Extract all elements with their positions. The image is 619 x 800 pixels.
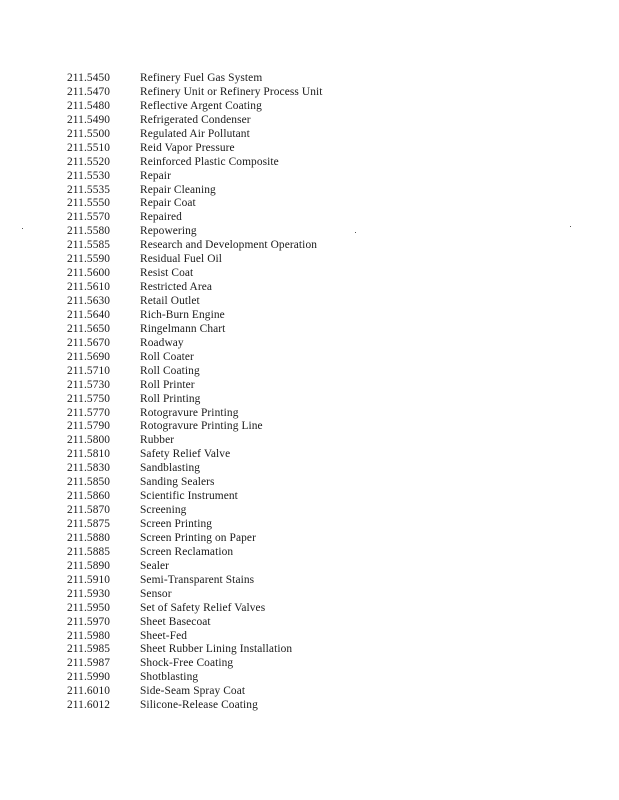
defined-term: Sheet-Fed bbox=[140, 629, 188, 642]
list-item bbox=[67, 504, 323, 518]
list-item bbox=[67, 574, 323, 588]
section-number: 211.5610 bbox=[67, 281, 111, 294]
list-item bbox=[67, 379, 323, 393]
defined-term: Sheet Rubber Lining Installation bbox=[140, 643, 293, 656]
section-number: 211.5870 bbox=[67, 504, 111, 517]
section-number: 211.5890 bbox=[67, 559, 111, 572]
list-item bbox=[67, 197, 323, 211]
list-item bbox=[67, 602, 323, 616]
list-item bbox=[67, 532, 323, 546]
list-item bbox=[67, 184, 323, 198]
list-item bbox=[67, 616, 323, 630]
section-number: 211.5520 bbox=[67, 155, 111, 168]
list-item bbox=[67, 100, 323, 114]
defined-term: Screening bbox=[140, 504, 187, 517]
defined-term: Roll Printing bbox=[140, 392, 201, 405]
section-number: 211.6010 bbox=[67, 685, 111, 698]
defined-term: Repowering bbox=[140, 225, 197, 238]
list-item bbox=[67, 643, 323, 657]
defined-term: Ringelmann Chart bbox=[140, 322, 226, 335]
section-number: 211.5710 bbox=[67, 364, 111, 377]
section-number: 211.5800 bbox=[67, 434, 111, 447]
section-number: 211.5590 bbox=[67, 253, 111, 266]
list-item bbox=[67, 420, 323, 434]
list-item bbox=[67, 267, 323, 281]
list-item bbox=[67, 476, 323, 490]
section-number: 211.5850 bbox=[67, 476, 111, 489]
list-item bbox=[67, 351, 323, 365]
list-item bbox=[67, 309, 323, 323]
section-number: 211.5535 bbox=[67, 183, 111, 196]
list-item bbox=[67, 281, 323, 295]
section-number: 211.5650 bbox=[67, 322, 111, 335]
defined-term: Roll Printer bbox=[140, 378, 195, 391]
section-number: 211.5670 bbox=[67, 336, 111, 349]
defined-term: Residual Fuel Oil bbox=[140, 253, 223, 266]
section-number: 211.5950 bbox=[67, 601, 111, 614]
defined-term: Sensor bbox=[140, 587, 172, 600]
list-item bbox=[67, 170, 323, 184]
list-item bbox=[67, 560, 323, 574]
list-item bbox=[67, 239, 323, 253]
list-item bbox=[67, 671, 323, 685]
defined-term: Rubber bbox=[140, 434, 175, 447]
section-number: 211.5580 bbox=[67, 225, 111, 238]
scan-speck bbox=[22, 228, 23, 229]
list-item bbox=[67, 225, 323, 239]
defined-term: Silicone-Release Coating bbox=[140, 699, 258, 712]
section-number: 211.5885 bbox=[67, 545, 111, 558]
section-number: 211.5490 bbox=[67, 113, 111, 126]
list-item bbox=[67, 365, 323, 379]
list-item bbox=[67, 337, 323, 351]
defined-term: Refinery Fuel Gas System bbox=[140, 72, 263, 84]
list-item bbox=[67, 86, 323, 100]
list-item bbox=[67, 448, 323, 462]
list-item bbox=[67, 114, 323, 128]
defined-term: Refrigerated Condenser bbox=[140, 113, 251, 126]
section-number: 211.5690 bbox=[67, 350, 111, 363]
list-item bbox=[67, 462, 323, 476]
list-item bbox=[67, 156, 323, 170]
section-number: 211.5860 bbox=[67, 490, 111, 503]
defined-term: Side-Seam Spray Coat bbox=[140, 685, 246, 698]
section-number: 211.5640 bbox=[67, 308, 111, 321]
section-number: 211.5530 bbox=[67, 169, 111, 182]
defined-term: Reid Vapor Pressure bbox=[140, 141, 235, 154]
section-number: 211.5470 bbox=[67, 85, 111, 98]
defined-term: Screen Printing on Paper bbox=[140, 531, 256, 544]
list-item bbox=[67, 72, 323, 86]
section-number: 211.5600 bbox=[67, 267, 111, 280]
defined-term: Sanding Sealers bbox=[140, 476, 215, 489]
defined-term: Sheet Basecoat bbox=[140, 615, 211, 628]
list-item bbox=[67, 518, 323, 532]
list-item bbox=[67, 253, 323, 267]
list-item bbox=[67, 128, 323, 142]
section-number: 211.5990 bbox=[67, 671, 111, 684]
defined-term: Retail Outlet bbox=[140, 295, 200, 307]
defined-term: Resist Coat bbox=[140, 267, 194, 280]
defined-term: Sandblasting bbox=[140, 462, 201, 475]
defined-term: Screen Reclamation bbox=[140, 545, 234, 558]
section-number: 211.5970 bbox=[67, 615, 111, 628]
section-number: 211.5910 bbox=[67, 573, 111, 586]
defined-term: Screen Printing bbox=[140, 518, 213, 530]
defined-term: Scientific Instrument bbox=[140, 490, 238, 503]
section-number: 211.5450 bbox=[67, 72, 111, 84]
section-number: 211.5875 bbox=[67, 518, 111, 530]
section-number: 211.5810 bbox=[67, 448, 111, 461]
list-item bbox=[67, 323, 323, 337]
section-number: 211.5880 bbox=[67, 531, 111, 544]
defined-term: Reflective Argent Coating bbox=[140, 99, 262, 112]
defined-term: Roll Coating bbox=[140, 364, 200, 377]
section-number: 211.5790 bbox=[67, 420, 111, 433]
defined-term: Restricted Area bbox=[140, 281, 213, 294]
defined-term: Sealer bbox=[140, 559, 170, 572]
section-number: 211.5770 bbox=[67, 406, 111, 419]
list-item bbox=[67, 588, 323, 602]
section-number: 211.5730 bbox=[67, 378, 111, 391]
list-item bbox=[67, 657, 323, 671]
defined-term: Repaired bbox=[140, 211, 182, 224]
section-number: 211.5980 bbox=[67, 629, 111, 642]
list-item bbox=[67, 630, 323, 644]
scan-speck bbox=[570, 226, 571, 227]
list-item bbox=[67, 434, 323, 448]
list-item bbox=[67, 685, 323, 699]
list-item bbox=[67, 142, 323, 156]
list-item bbox=[67, 546, 323, 560]
defined-term: Semi-Transparent Stains bbox=[140, 573, 255, 586]
section-number: 211.5585 bbox=[67, 239, 111, 252]
list-item bbox=[67, 295, 323, 309]
defined-term: Repair bbox=[140, 169, 171, 182]
definition-index-list bbox=[67, 72, 323, 713]
defined-term: Shock-Free Coating bbox=[140, 657, 234, 670]
defined-term: Rich-Burn Engine bbox=[140, 308, 225, 321]
defined-term: Rotogravure Printing Line bbox=[140, 420, 263, 433]
defined-term: Roll Coater bbox=[140, 350, 194, 363]
section-number: 211.5480 bbox=[67, 99, 111, 112]
section-number: 211.5510 bbox=[67, 141, 111, 154]
section-number: 211.5750 bbox=[67, 392, 111, 405]
list-item bbox=[67, 490, 323, 504]
section-number: 211.5630 bbox=[67, 295, 111, 307]
defined-term: Shotblasting bbox=[140, 671, 199, 684]
section-number: 211.5930 bbox=[67, 587, 111, 600]
defined-term: Safety Relief Valve bbox=[140, 448, 231, 461]
list-item bbox=[67, 211, 323, 225]
defined-term: Rotogravure Printing bbox=[140, 406, 239, 419]
scan-speck bbox=[355, 232, 356, 233]
defined-term: Roadway bbox=[140, 336, 184, 349]
section-number: 211.5500 bbox=[67, 127, 111, 140]
section-number: 211.6012 bbox=[67, 699, 111, 712]
defined-term: Set of Safety Relief Valves bbox=[140, 601, 266, 614]
defined-term: Repair Coat bbox=[140, 197, 196, 210]
list-item bbox=[67, 393, 323, 407]
section-number: 211.5570 bbox=[67, 211, 111, 224]
section-number: 211.5550 bbox=[67, 197, 111, 210]
defined-term: Regulated Air Pollutant bbox=[140, 127, 250, 140]
defined-term: Refinery Unit or Refinery Process Unit bbox=[140, 85, 323, 98]
defined-term: Reinforced Plastic Composite bbox=[140, 155, 279, 168]
section-number: 211.5830 bbox=[67, 462, 111, 475]
section-number: 211.5987 bbox=[67, 657, 111, 670]
list-item bbox=[67, 699, 323, 713]
section-number: 211.5985 bbox=[67, 643, 111, 656]
defined-term: Research and Development Operation bbox=[140, 239, 318, 252]
list-item bbox=[67, 407, 323, 421]
defined-term: Repair Cleaning bbox=[140, 183, 216, 196]
